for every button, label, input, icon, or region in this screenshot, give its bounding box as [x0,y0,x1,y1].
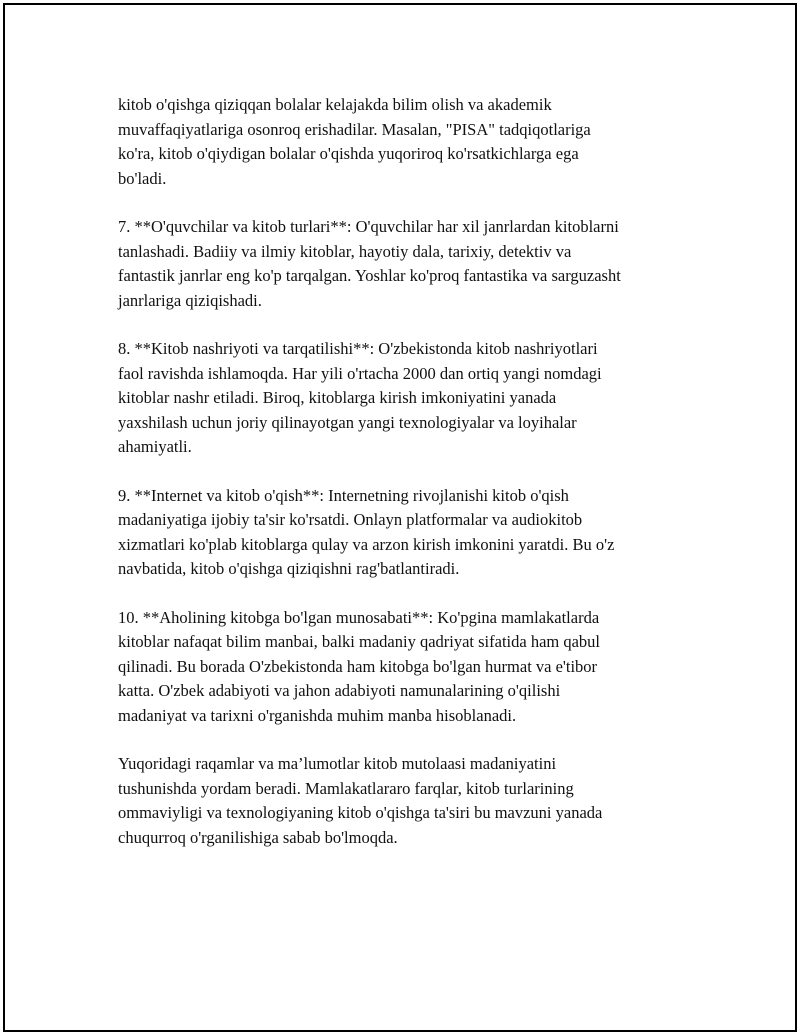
text-line: xizmatlari ko'plab kitoblarga qulay va arzon kirish imkonini yaratdi. Bu o'z [118,534,615,554]
text-line: kitoblar nafaqat bilim manbai, balki madaniy qadriyat sifatida ham qabul [118,632,601,651]
text-line: muvaffaqiyatlariga osonroq erishadilar. Masalan, "PISA" tadqiqotlariga [118,119,591,139]
text-line: faol ravishda ishlamoqda. Har yili o'rtacha 2000 dan ortiq yangi nomdagi [118,363,602,383]
text-line: Yuqoridagi raqamlar va ma’lumotlar kitob mutolaasi madaniyatini [118,754,557,773]
text-line: chuqurroq o'rganilishiga sabab bo'lmoqda. [118,827,398,847]
paragraph-publishing [118,337,678,460]
text-line: 8. **Kitob nashriyoti va tarqatilishi**: O'zbekistonda kitob nashriyotlari [118,339,598,358]
paragraph-conclusion [118,752,678,850]
text-line: bo'ladi. [118,168,167,188]
text-line: qilinadi. Bu borada O'zbekistonda ham kitobga bo'lgan hurmat va e'tibor [118,656,598,676]
paragraph-internet-reading [118,484,678,582]
text-line: kitoblar nashr etiladi. Biroq, kitoblarga kirish imkoniyatini yanada [118,388,557,407]
text-line: madaniyat va tarixni o'rganishda muhim manba hisoblanadi. [118,705,517,725]
text-line: yaxshilash uchun joriy qilinayotgan yangi texnologiyalar va loyihalar [118,412,577,432]
text-line: kitob o'qishga qiziqqan bolalar kelajakda bilim olish va akademik [118,95,552,114]
text-line: 9. **Internet va kitob o'qish**: Internetning rivojlanishi kitob o'qish [118,485,569,505]
text-line: tushunishda yordam beradi. Mamlakatlararo farqlar, kitob turlarining [118,778,574,798]
text-line: 10. **Aholining kitobga bo'lgan munosabati**: Ko'pgina mamlakatlarda [118,607,600,627]
text-line: navbatida, kitob o'qishga qiziqishni rag'batlantiradi. [118,559,460,578]
paragraph-readers-and-genres [118,215,678,313]
text-line: madaniyatiga ijobiy ta'sir ko'rsatdi. Onlayn platformalar va audiokitob [118,510,583,529]
paragraph-reading-success [118,93,678,191]
text-line: ahamiyatli. [118,437,192,456]
text-line: ommaviyligi va texnologiyaning kitob o'qishga ta'siri bu mavzuni yanada [118,803,603,822]
text-line: tanlashadi. Badiiy va ilmiy kitoblar, hayotiy dala, tarixiy, detektiv va [118,241,572,261]
text-line: 7. **O'quvchilar va kitob turlari**: O'quvchilar har xil janrlardan kitoblarni [118,217,619,236]
paragraph-population-attitude [118,606,678,729]
text-line: janrlariga qiziqishadi. [118,290,262,310]
text-line: fantastik janrlar eng ko'p tarqalgan. Yoshlar ko'proq fantastika va sarguzasht [118,266,621,285]
text-line: katta. O'zbek adabiyoti va jahon adabiyoti namunalarining o'qilishi [118,681,561,700]
text-line: ko'ra, kitob o'qiydigan bolalar o'qishda yuqoriroq ko'rsatkichlarga ega [118,144,579,163]
document-body [118,93,678,874]
